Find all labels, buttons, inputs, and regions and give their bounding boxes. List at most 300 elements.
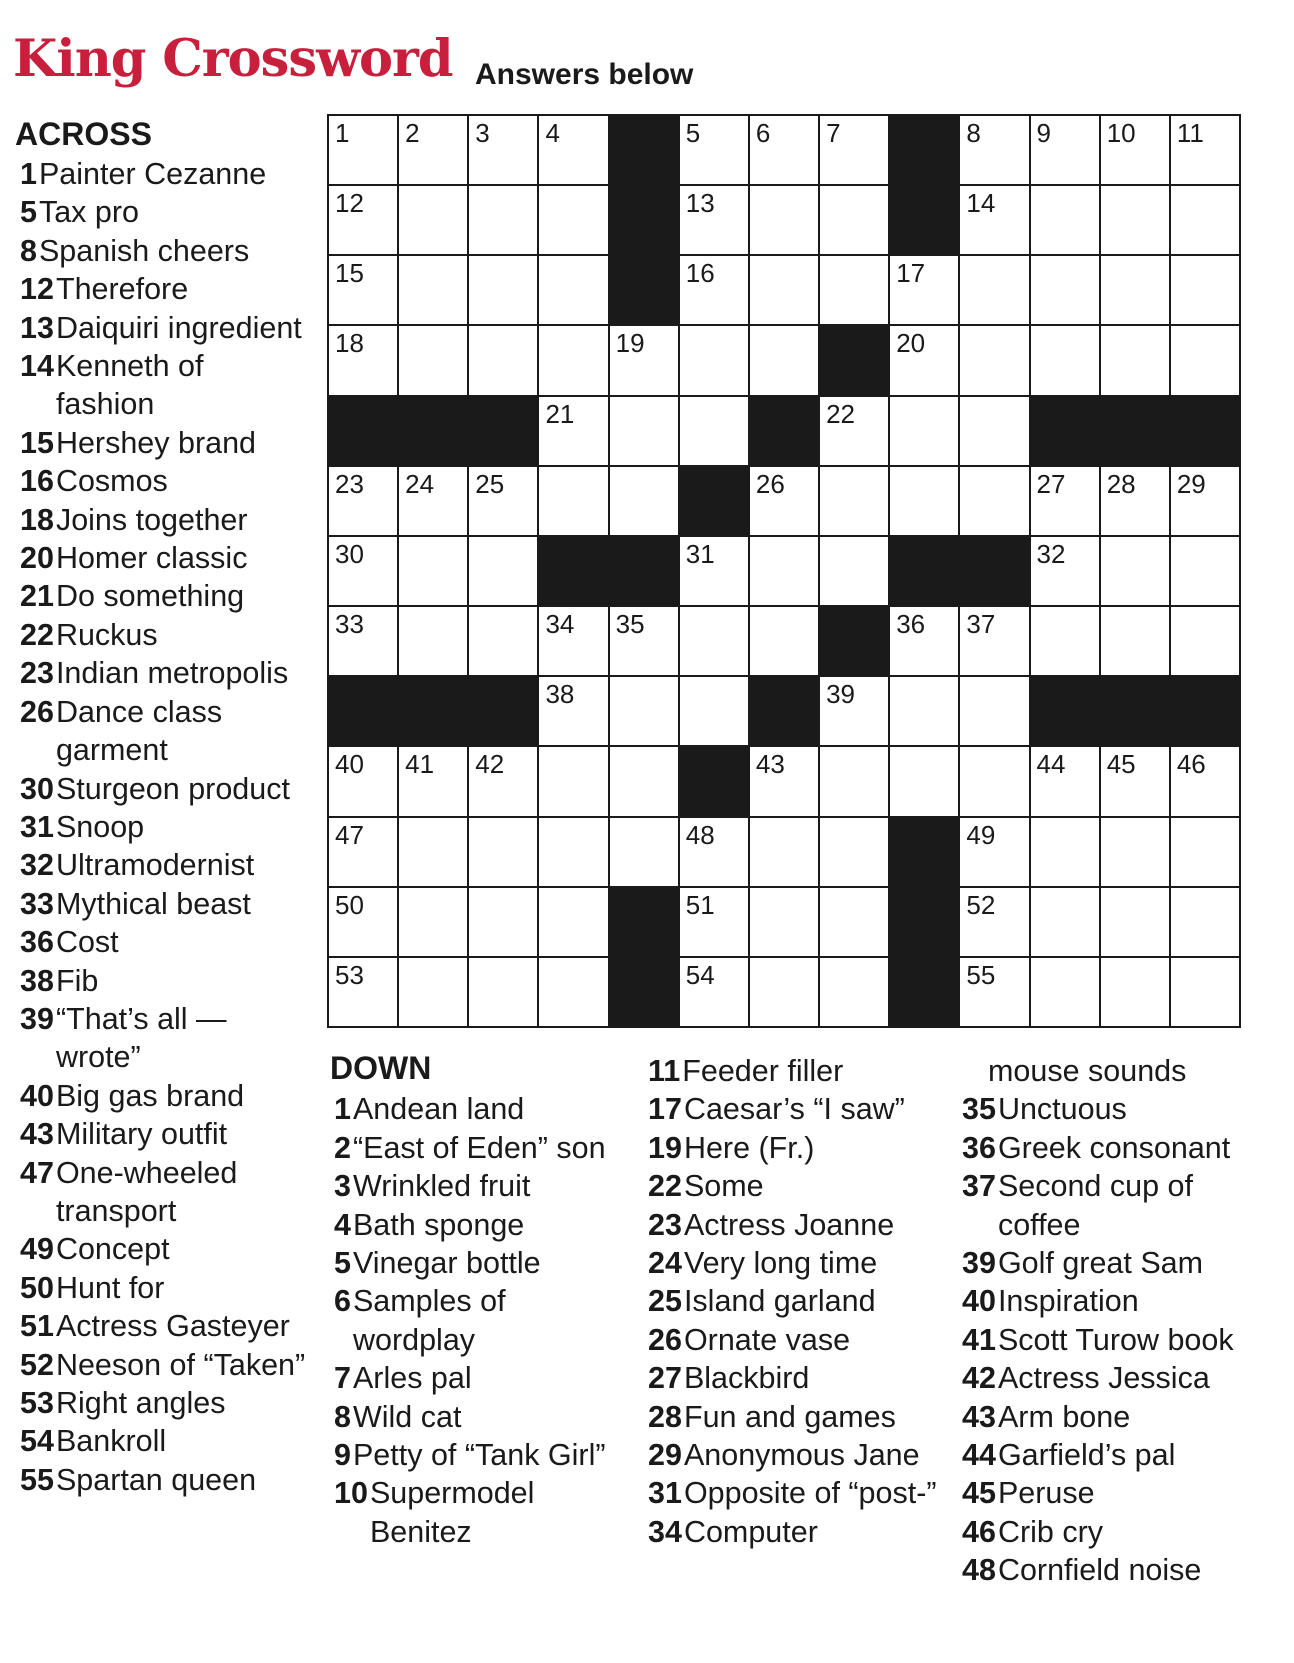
clue-number: 31 xyxy=(20,809,54,844)
grid-cell[interactable] xyxy=(399,467,467,535)
grid-cell[interactable] xyxy=(820,818,888,886)
down-clue-list-1 xyxy=(334,1052,634,1551)
grid-cell[interactable] xyxy=(1101,186,1169,254)
grid-cell[interactable] xyxy=(820,747,888,815)
cell-number: 40 xyxy=(335,749,364,780)
grid-cell[interactable] xyxy=(610,607,678,675)
grid-cell[interactable] xyxy=(399,116,467,184)
cell-number: 52 xyxy=(966,889,996,920)
clue-item xyxy=(962,1129,1262,1167)
clue-text: Bath sponge xyxy=(352,1207,525,1242)
clue-number: 48 xyxy=(962,1553,996,1588)
clue-text: Kenneth of fashion xyxy=(55,349,204,422)
clue-number: 41 xyxy=(962,1322,996,1357)
grid-cell[interactable] xyxy=(750,186,818,254)
clue-item xyxy=(20,462,310,500)
clue-item xyxy=(334,1436,634,1474)
clue-number: 29 xyxy=(648,1438,682,1473)
grid-cell[interactable] xyxy=(1031,116,1099,184)
clue-item xyxy=(20,424,310,462)
black-square xyxy=(890,818,958,886)
cell-number: 22 xyxy=(826,398,855,429)
black-square xyxy=(469,397,537,465)
grid-cell[interactable] xyxy=(1031,747,1099,815)
grid-cell[interactable] xyxy=(539,326,607,394)
clue-item xyxy=(20,654,310,692)
clue-text: Spartan queen xyxy=(55,1462,257,1497)
clue-text: Indian metropolis xyxy=(55,656,289,691)
grid-cell[interactable] xyxy=(610,397,678,465)
black-square xyxy=(399,677,467,745)
clue-item xyxy=(962,1321,1262,1359)
clue-item xyxy=(20,1000,310,1077)
grid-cell[interactable] xyxy=(680,607,748,675)
cell-number: 19 xyxy=(615,328,645,359)
clue-number: 8 xyxy=(20,233,37,268)
cell-number: 5 xyxy=(685,118,701,148)
clue-item xyxy=(648,1090,948,1128)
grid-cell[interactable] xyxy=(680,256,748,324)
cell-number: 14 xyxy=(966,188,996,219)
cell-number: 46 xyxy=(1176,749,1206,780)
clue-item xyxy=(20,1115,310,1153)
clue-item xyxy=(648,1167,948,1205)
grid-cell[interactable] xyxy=(1031,607,1099,675)
grid-cell[interactable] xyxy=(820,256,888,324)
grid-cell[interactable] xyxy=(399,888,467,956)
cell-number: 44 xyxy=(1036,749,1066,780)
clue-text: Right angles xyxy=(55,1386,226,1420)
clue-item xyxy=(20,808,310,846)
grid-cell[interactable] xyxy=(820,116,888,184)
clue-item xyxy=(20,693,310,770)
clue-text: Military outfit xyxy=(55,1117,228,1152)
clue-text: Therefore xyxy=(55,272,189,307)
grid-cell[interactable] xyxy=(960,888,1028,956)
clue-text: Spanish cheers xyxy=(38,233,250,268)
grid-cell[interactable] xyxy=(1031,537,1099,605)
grid-cell[interactable] xyxy=(329,818,397,886)
grid-cell[interactable] xyxy=(1101,818,1169,886)
cell-number: 35 xyxy=(615,609,645,640)
grid-cell[interactable] xyxy=(1101,958,1169,1026)
clue-item xyxy=(334,1244,634,1282)
grid-cell[interactable] xyxy=(960,958,1028,1026)
grid-cell[interactable] xyxy=(750,747,818,815)
grid-cell[interactable] xyxy=(539,677,607,745)
clue-item xyxy=(962,1551,1262,1589)
grid-cell[interactable] xyxy=(680,537,748,605)
grid-cell[interactable] xyxy=(820,467,888,535)
cell-number: 49 xyxy=(966,819,996,850)
grid-cell[interactable] xyxy=(1101,607,1169,675)
grid-cell[interactable] xyxy=(1031,186,1099,254)
clue-item xyxy=(962,1398,1262,1436)
clue-number: 54 xyxy=(20,1424,54,1459)
clue-number: 2 xyxy=(334,1130,351,1165)
grid-cell[interactable] xyxy=(1171,958,1239,1026)
crossword-grid xyxy=(327,114,1241,1028)
cell-number: 37 xyxy=(966,609,996,640)
grid-cell[interactable] xyxy=(399,256,467,324)
grid-cell[interactable] xyxy=(960,607,1028,675)
grid-cell[interactable] xyxy=(610,326,678,394)
grid-cell[interactable] xyxy=(680,958,748,1026)
grid-cell[interactable] xyxy=(820,958,888,1026)
grid-cell[interactable] xyxy=(680,116,748,184)
grid-cell[interactable] xyxy=(610,677,678,745)
grid-cell[interactable] xyxy=(1171,467,1239,535)
cell-number: 31 xyxy=(685,538,715,569)
grid-cell[interactable] xyxy=(329,958,397,1026)
grid-cell[interactable] xyxy=(680,818,748,886)
grid-cell[interactable] xyxy=(960,186,1028,254)
clue-number: 5 xyxy=(334,1246,351,1281)
grid-cell[interactable] xyxy=(469,607,537,675)
clue-text: Actress Joanne xyxy=(683,1207,895,1242)
grid-cell[interactable] xyxy=(960,256,1028,324)
clue-text: Snoop xyxy=(55,809,145,844)
black-square xyxy=(539,537,607,605)
grid-cell[interactable] xyxy=(1031,326,1099,394)
grid-cell[interactable] xyxy=(1101,537,1169,605)
clue-item xyxy=(20,846,310,884)
clue-item xyxy=(962,1167,1262,1244)
cell-number: 50 xyxy=(335,889,364,920)
clue-number: 35 xyxy=(962,1092,996,1127)
grid-cell[interactable] xyxy=(539,397,607,465)
clue-item xyxy=(20,962,310,1000)
clue-number: 28 xyxy=(648,1399,682,1434)
grid-cell[interactable] xyxy=(890,747,958,815)
grid-cell[interactable] xyxy=(1101,256,1169,324)
clue-continuation: mouse sounds xyxy=(988,1054,1187,1088)
grid-cell[interactable] xyxy=(1171,326,1239,394)
black-square xyxy=(750,397,818,465)
grid-cell[interactable] xyxy=(329,186,397,254)
grid-cell[interactable] xyxy=(539,818,607,886)
grid-cell[interactable] xyxy=(750,537,818,605)
clue-item xyxy=(962,1090,1262,1128)
clue-text: Homer classic xyxy=(55,541,248,576)
grid-cell[interactable] xyxy=(1171,607,1239,675)
clue-number: 40 xyxy=(20,1078,54,1113)
cell-number: 21 xyxy=(545,398,575,429)
clue-item xyxy=(648,1129,948,1167)
grid-cell[interactable] xyxy=(680,888,748,956)
grid-cell[interactable] xyxy=(1101,747,1169,815)
grid-cell[interactable] xyxy=(1101,888,1169,956)
grid-cell[interactable] xyxy=(820,537,888,605)
cell-number: 3 xyxy=(475,118,490,148)
grid-cell[interactable] xyxy=(539,256,607,324)
clue-number: 16 xyxy=(20,464,54,499)
clue-number: 1 xyxy=(20,157,37,191)
grid-cell[interactable] xyxy=(469,116,537,184)
cell-number: 42 xyxy=(475,749,505,780)
clue-number: 39 xyxy=(962,1246,996,1281)
grid-cell[interactable] xyxy=(1031,256,1099,324)
grid-cell[interactable] xyxy=(329,747,397,815)
grid-cell[interactable] xyxy=(539,607,607,675)
grid-cell[interactable] xyxy=(539,467,607,535)
grid-cell[interactable] xyxy=(750,326,818,394)
grid-cell[interactable] xyxy=(469,537,537,605)
clue-number: 15 xyxy=(20,425,54,460)
grid-cell[interactable] xyxy=(1171,116,1239,184)
grid-cell[interactable] xyxy=(820,888,888,956)
clue-number: 27 xyxy=(648,1361,682,1396)
grid-cell[interactable] xyxy=(750,958,818,1026)
grid-cell[interactable] xyxy=(1031,467,1099,535)
grid-cell[interactable] xyxy=(539,186,607,254)
cell-number: 7 xyxy=(826,118,841,148)
clue-text: Cost xyxy=(55,925,119,960)
grid-cell[interactable] xyxy=(1101,326,1169,394)
clue-item xyxy=(20,1346,310,1384)
cell-number: 45 xyxy=(1106,749,1136,780)
grid-cell[interactable] xyxy=(750,818,818,886)
grid-cell[interactable] xyxy=(399,326,467,394)
clue-number: 7 xyxy=(334,1361,351,1396)
clue-text: Joins together xyxy=(55,502,248,537)
grid-cell[interactable] xyxy=(890,467,958,535)
clue-text: Samples of wordplay xyxy=(352,1284,506,1357)
clue-number: 13 xyxy=(20,310,54,345)
grid-cell[interactable] xyxy=(539,747,607,815)
black-square xyxy=(329,677,397,745)
grid-cell[interactable] xyxy=(610,747,678,815)
clue-text: Concept xyxy=(55,1232,170,1267)
grid-cell[interactable] xyxy=(469,256,537,324)
grid-cell[interactable] xyxy=(1171,256,1239,324)
cell-number: 34 xyxy=(545,609,575,640)
clue-text: Anonymous Jane xyxy=(683,1438,920,1473)
grid-cell[interactable] xyxy=(399,186,467,254)
grid-cell[interactable] xyxy=(750,256,818,324)
black-square xyxy=(610,888,678,956)
clue-item xyxy=(20,1461,310,1499)
black-square xyxy=(1101,677,1169,745)
clue-number: 42 xyxy=(962,1361,996,1396)
clue-number: 19 xyxy=(648,1130,682,1165)
clue-item xyxy=(334,1090,634,1128)
grid-cell[interactable] xyxy=(329,467,397,535)
grid-cell[interactable] xyxy=(329,607,397,675)
grid-cell[interactable] xyxy=(680,677,748,745)
clue-item xyxy=(20,577,310,615)
black-square xyxy=(890,116,958,184)
black-square xyxy=(890,958,958,1026)
across-heading: ACROSS xyxy=(15,116,152,152)
clue-number: 22 xyxy=(20,617,54,652)
black-square xyxy=(610,116,678,184)
clue-text: Blackbird xyxy=(683,1361,810,1396)
clue-number: 45 xyxy=(962,1476,996,1511)
grid-cell[interactable] xyxy=(750,467,818,535)
black-square xyxy=(1101,397,1169,465)
grid-cell[interactable] xyxy=(960,467,1028,535)
grid-cell[interactable] xyxy=(1031,958,1099,1026)
grid-cell[interactable] xyxy=(329,326,397,394)
black-square xyxy=(1171,677,1239,745)
clue-number: 17 xyxy=(648,1092,682,1127)
clue-number: 32 xyxy=(20,848,54,883)
grid-cell[interactable] xyxy=(750,888,818,956)
clue-item xyxy=(334,1398,634,1436)
grid-cell[interactable] xyxy=(539,116,607,184)
clue-item xyxy=(334,1206,634,1244)
grid-cell[interactable] xyxy=(329,537,397,605)
clue-text: Supermodel Benitez xyxy=(369,1476,535,1549)
clue-text: Golf great Sam xyxy=(997,1246,1204,1281)
grid-cell[interactable] xyxy=(329,888,397,956)
grid-cell[interactable] xyxy=(960,677,1028,745)
clue-item xyxy=(334,1359,634,1397)
grid-cell[interactable] xyxy=(960,747,1028,815)
clue-item xyxy=(648,1359,948,1397)
clue-text: Second cup of coffee xyxy=(997,1169,1193,1242)
black-square xyxy=(750,677,818,745)
grid-cell[interactable] xyxy=(539,888,607,956)
clue-text: Do something xyxy=(55,579,245,614)
cell-number: 39 xyxy=(826,679,855,710)
grid-cell[interactable] xyxy=(1101,467,1169,535)
clue-item xyxy=(20,1384,310,1422)
grid-cell[interactable] xyxy=(680,186,748,254)
grid-cell[interactable] xyxy=(890,677,958,745)
clue-item xyxy=(648,1436,948,1474)
clue-item xyxy=(648,1244,948,1282)
clue-item xyxy=(20,155,310,193)
grid-cell[interactable] xyxy=(680,397,748,465)
grid-cell[interactable] xyxy=(890,607,958,675)
cell-number: 13 xyxy=(685,188,715,219)
cell-number: 24 xyxy=(405,468,435,499)
clue-text: Hunt for xyxy=(55,1270,165,1305)
clue-item xyxy=(20,270,310,308)
grid-cell[interactable] xyxy=(960,326,1028,394)
clue-text: Here (Fr.) xyxy=(683,1130,815,1165)
clue-item xyxy=(648,1474,948,1512)
grid-cell[interactable] xyxy=(469,186,537,254)
grid-cell[interactable] xyxy=(469,958,537,1026)
grid-cell[interactable] xyxy=(890,256,958,324)
clue-number: 12 xyxy=(20,272,54,307)
grid-cell[interactable] xyxy=(1171,186,1239,254)
grid-cell[interactable] xyxy=(890,397,958,465)
clue-text: Some xyxy=(683,1169,764,1204)
down-heading: DOWN xyxy=(330,1050,432,1086)
grid-cell[interactable] xyxy=(890,326,958,394)
clue-text: Sturgeon product xyxy=(55,771,290,806)
clue-item xyxy=(648,1513,948,1551)
grid-cell[interactable] xyxy=(399,818,467,886)
grid-cell[interactable] xyxy=(399,958,467,1026)
grid-cell[interactable] xyxy=(960,397,1028,465)
grid-cell[interactable] xyxy=(1171,747,1239,815)
grid-cell[interactable] xyxy=(1171,537,1239,605)
cell-number: 25 xyxy=(475,468,505,499)
cell-number: 27 xyxy=(1036,468,1066,499)
grid-cell[interactable] xyxy=(750,116,818,184)
black-square xyxy=(610,537,678,605)
cell-number: 4 xyxy=(545,118,560,148)
clue-number: 5 xyxy=(20,195,37,230)
grid-cell[interactable] xyxy=(469,888,537,956)
grid-cell[interactable] xyxy=(329,116,397,184)
clue-text: Wild cat xyxy=(352,1399,462,1434)
cell-number: 36 xyxy=(896,609,926,640)
grid-cell[interactable] xyxy=(469,467,537,535)
cell-number: 8 xyxy=(966,118,981,148)
clue-text: Ornate vase xyxy=(683,1322,851,1357)
cell-number: 9 xyxy=(1036,118,1051,148)
black-square xyxy=(399,397,467,465)
grid-cell[interactable] xyxy=(1101,116,1169,184)
black-square xyxy=(890,888,958,956)
grid-cell[interactable] xyxy=(960,818,1028,886)
grid-cell[interactable] xyxy=(399,607,467,675)
clue-number: 25 xyxy=(648,1284,682,1319)
black-square xyxy=(890,186,958,254)
clue-text: Garfield’s pal xyxy=(997,1438,1176,1473)
grid-cell[interactable] xyxy=(469,818,537,886)
grid-cell[interactable] xyxy=(610,467,678,535)
clue-text: Dance class garment xyxy=(55,694,223,768)
clue-text: Greek consonant xyxy=(997,1130,1231,1165)
grid-cell[interactable] xyxy=(469,326,537,394)
grid-cell[interactable] xyxy=(820,186,888,254)
grid-cell[interactable] xyxy=(680,326,748,394)
clue-item xyxy=(20,923,310,961)
clue-item xyxy=(648,1398,948,1436)
grid-cell[interactable] xyxy=(610,818,678,886)
grid-cell[interactable] xyxy=(539,958,607,1026)
black-square xyxy=(960,537,1028,605)
grid-cell[interactable] xyxy=(469,747,537,815)
clue-text: Computer xyxy=(683,1514,818,1549)
clue-item xyxy=(648,1206,948,1244)
grid-cell[interactable] xyxy=(820,397,888,465)
grid-cell[interactable] xyxy=(750,607,818,675)
grid-cell[interactable] xyxy=(820,677,888,745)
black-square xyxy=(890,537,958,605)
grid-cell[interactable] xyxy=(329,256,397,324)
grid-cell[interactable] xyxy=(1031,888,1099,956)
cell-number: 23 xyxy=(335,468,364,499)
clue-text: Petty of “Tank Girl” xyxy=(352,1438,606,1473)
clue-number: 8 xyxy=(334,1399,351,1434)
grid-cell[interactable] xyxy=(399,747,467,815)
grid-cell[interactable] xyxy=(1031,818,1099,886)
clue-item xyxy=(20,885,310,923)
clue-number: 18 xyxy=(20,502,54,537)
clue-number: 44 xyxy=(962,1438,996,1473)
black-square xyxy=(610,958,678,1026)
clue-text: Fib xyxy=(55,963,99,998)
clue-number: 50 xyxy=(20,1270,54,1305)
grid-cell[interactable] xyxy=(1171,818,1239,886)
clue-item xyxy=(334,1474,634,1551)
clue-text: Island garland xyxy=(683,1284,876,1319)
clue-number: 21 xyxy=(20,579,54,614)
grid-cell[interactable] xyxy=(960,116,1028,184)
grid-cell[interactable] xyxy=(399,537,467,605)
grid-cell[interactable] xyxy=(1171,888,1239,956)
clue-item xyxy=(20,1307,310,1345)
clue-number: 47 xyxy=(20,1155,54,1190)
